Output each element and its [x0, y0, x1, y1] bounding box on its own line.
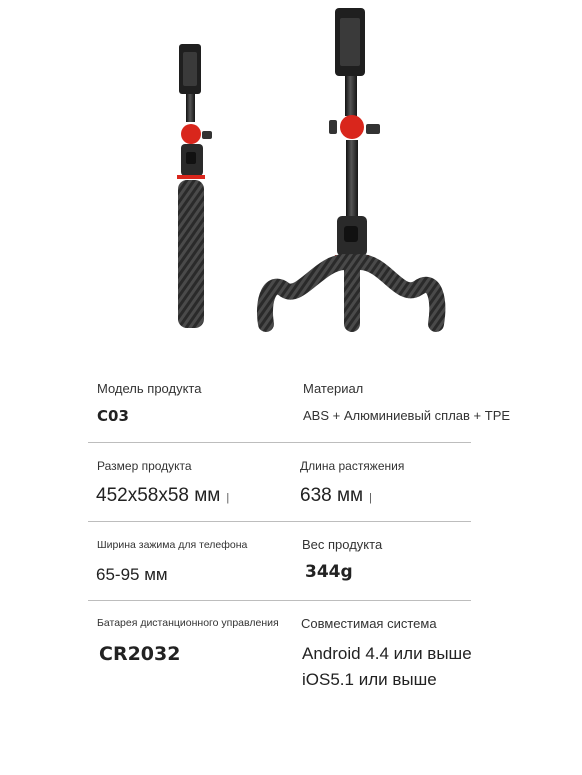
model-label: Модель продукта	[97, 381, 202, 396]
product-image	[0, 0, 582, 345]
system-value-line2: iOS5.1 или выше	[302, 670, 437, 689]
size-value: 452x58x58 мм |	[96, 485, 230, 506]
system-value-line1: Android 4.4 или выше	[302, 644, 472, 663]
extension-label: Длина растяжения	[300, 459, 405, 473]
weight-label: Вес продукта	[302, 537, 383, 552]
folded-stick	[177, 44, 212, 328]
extension-value: 638 мм |	[300, 485, 372, 506]
model-value: C03	[97, 407, 129, 425]
tripod-illustration	[0, 0, 582, 345]
divider-2	[88, 521, 471, 522]
divider-3	[88, 600, 471, 601]
material-label: Материал	[303, 381, 364, 396]
divider-1	[88, 442, 471, 443]
size-label: Размер продукта	[97, 459, 192, 473]
battery-value: CR2032	[99, 643, 181, 665]
weight-value: 344g	[305, 562, 353, 582]
clamp-value: 65-95 мм	[96, 565, 168, 584]
battery-label: Батарея дистанционного управления	[97, 617, 279, 629]
clamp-label: Ширина зажима для телефона	[97, 539, 248, 551]
open-tripod	[265, 8, 437, 324]
system-label: Совместимая система	[301, 616, 437, 631]
material-value: ABS + Алюминиевый сплав + TPE	[303, 408, 511, 423]
